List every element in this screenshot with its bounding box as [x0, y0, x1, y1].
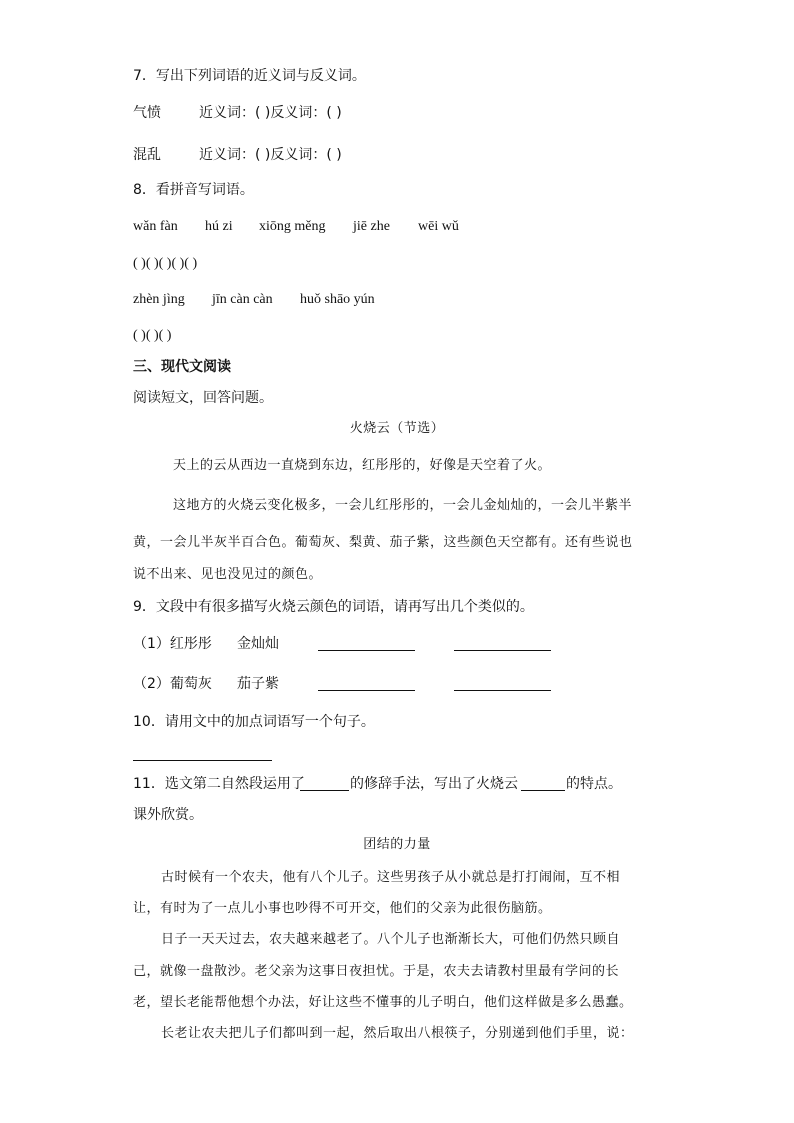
q9-row1-blank-1[interactable] [318, 650, 415, 651]
passage-paragraph-2 [133, 496, 661, 586]
q9-row2-label: （2）葡萄灰 [133, 676, 212, 692]
q9-row1-blank-2[interactable] [454, 650, 551, 651]
q9-row2-blank-2[interactable] [454, 690, 551, 691]
q9-row2-word: 茄子紫 [237, 676, 279, 692]
pinyin-8: huǒ shāo yún [300, 292, 375, 307]
extra-p2-line1: 日子一天天过去，农夫越来越老了。八个儿子也渐渐长大，可他们仍然只顾自 [161, 932, 621, 947]
extra-paragraph-1 [133, 868, 661, 928]
extra-p2-line3: 老，望长老能帮他想个办法，好让这些不懂事的儿子明白，他们这样做是多么愚蠢。 [133, 995, 633, 1010]
extra-p1-line2: 让，有时为了一点儿小事也吵得不可开交，他们的父亲为此很伤脑筋。 [133, 901, 552, 916]
q9-row2-blank-1[interactable] [318, 690, 415, 691]
pinyin-1: wǎn fàn [133, 219, 178, 234]
q10-title: 10．请用文中的加点词语写一个句子。 [133, 714, 375, 730]
q7-title: 7．写出下列词语的近义词与反义词。 [133, 68, 366, 84]
pinyin-3: xiōng měng [259, 219, 326, 234]
q10-answer-blank[interactable] [133, 760, 272, 761]
q7-fill-1[interactable]: 近义词：( )反义词：( ) [199, 105, 342, 121]
passage-title: 火烧云（节选） [349, 421, 445, 436]
q11-part2: 的修辞手法，写出了火烧云 [350, 776, 518, 792]
reading-instruction: 阅读短文，回答问题。 [133, 390, 273, 406]
passage-p2-line1: 这地方的火烧云变化极多，一会儿红彤彤的，一会儿金灿灿的，一会儿半紫半 [173, 498, 633, 513]
passage-p2-line3: 说不出来、见也没见过的颜色。 [133, 567, 323, 582]
answer-boxes-row1[interactable]: ( )( )( )( )( ) [133, 256, 198, 271]
q11-part3: 的特点。 [566, 776, 622, 792]
q7-word-2: 混乱 [133, 147, 161, 163]
extra-title: 团结的力量 [363, 837, 431, 852]
extra-paragraph-2 [133, 930, 661, 1020]
pinyin-5: wēi wǔ [418, 219, 459, 234]
passage-p1-line: 天上的云从西边一直烧到东边，红彤彤的，好像是天空着了火。 [173, 458, 552, 473]
answer-boxes-row2[interactable]: ( )( )( ) [133, 328, 172, 343]
q7-fill-2[interactable]: 近义词：( )反义词：( ) [199, 147, 342, 163]
q9-row1-word: 金灿灿 [237, 636, 279, 652]
pinyin-2: hú zi [205, 219, 233, 234]
q7-word-1: 气愤 [133, 105, 161, 121]
extra-p1-line1: 古时候有一个农夫，他有八个儿子。这些男孩子从小就总是打打闹闹，互不相 [161, 870, 621, 885]
q9-title: 9．文段中有很多描写火烧云颜色的词语，请再写出几个类似的。 [133, 599, 534, 615]
extra-p2-line2: 己，就像一盘散沙。老父亲为这事日夜担忧。于是，农夫去请教村里最有学问的长 [133, 964, 620, 979]
section-heading: 三、现代文阅读 [133, 359, 231, 375]
extra-heading: 课外欣赏。 [133, 807, 203, 823]
pinyin-6: zhèn jìng [133, 292, 185, 307]
q8-title: 8．看拼音写词语。 [133, 182, 254, 198]
pinyin-4: jiē zhe [353, 219, 390, 234]
q11-blank-1[interactable] [300, 790, 349, 791]
passage-p2-line2: 黄，一会儿半灰半百合色。葡萄灰、梨黄、茄子紫，这些颜色天空都有。还有些说也 [133, 535, 633, 550]
pinyin-7: jīn càn càn [212, 292, 273, 307]
extra-p3-line1: 长老让农夫把儿子们都叫到一起，然后取出八根筷子，分别递到他们手里，说： [161, 1026, 634, 1041]
q9-row1-label: （1）红彤彤 [133, 636, 212, 652]
q11-part1: 11．选文第二自然段运用了 [133, 776, 305, 792]
q11-blank-2[interactable] [521, 790, 565, 791]
